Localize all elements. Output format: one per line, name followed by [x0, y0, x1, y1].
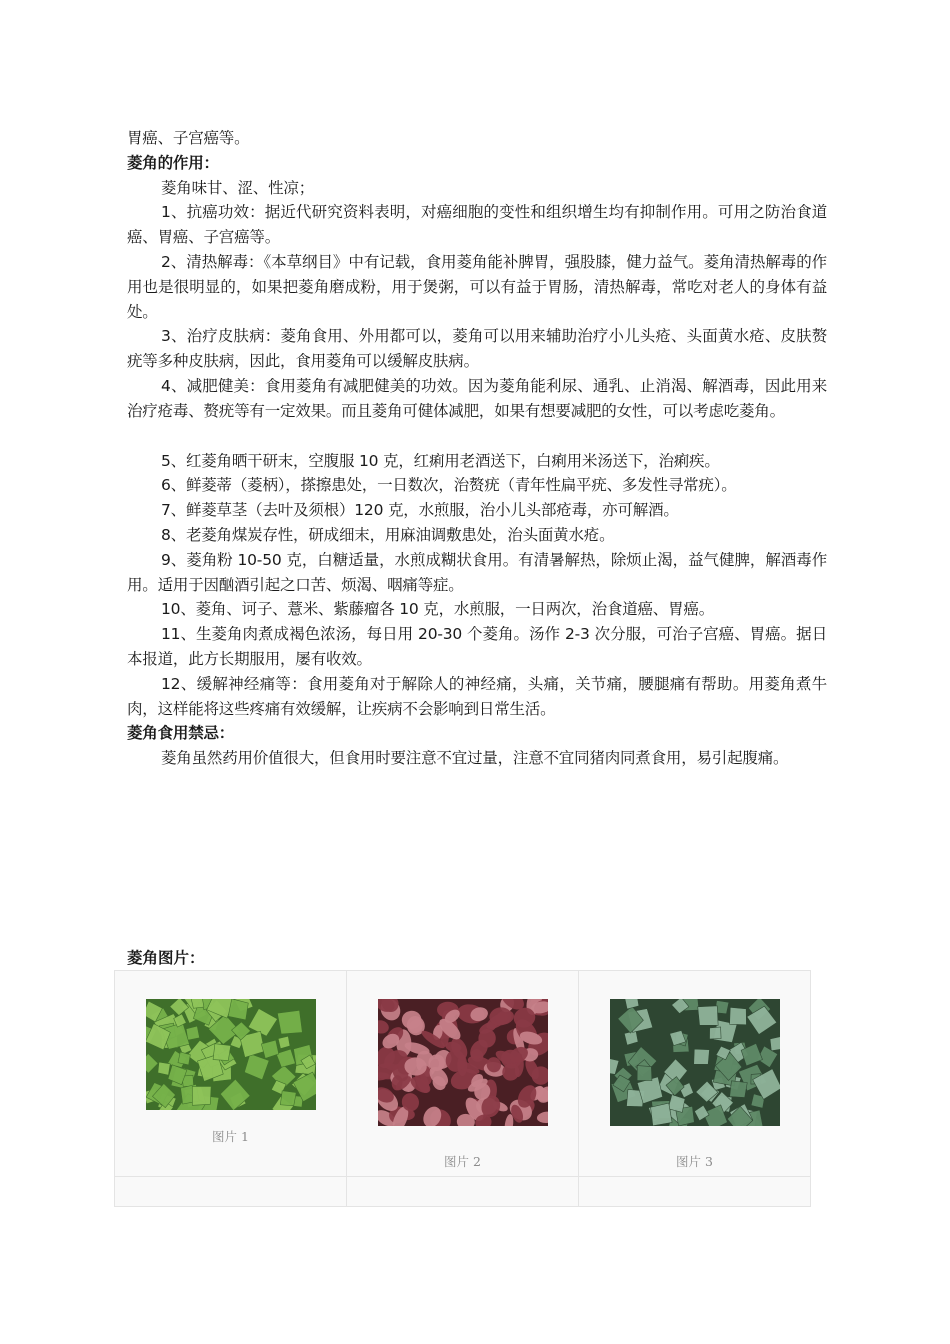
image-gallery	[114, 970, 811, 1207]
paragraph: 12、缓解神经痛等：食用菱角对于解除人的神经痛，头痛，关节痛，腰腿痛有帮助。用菱角煮牛肉，这样能将这些疼痛有效缓解，让疾病不会影响到日常生活。	[127, 674, 827, 718]
image-caption: 图片 3	[676, 1154, 713, 1169]
paragraph: 6、鲜菱蒂（菱柄），搽擦患处，一日数次，治赘疣（青年性扁平疣、多发性寻常疣）。	[161, 476, 737, 495]
gallery-empty-cell	[579, 1177, 811, 1207]
paragraph: 1、抗癌功效：据近代研究资料表明，对癌细胞的变性和组织增生均有抑制作用。可用之防治食道癌、胃癌、子宫癌等。	[127, 203, 827, 247]
leaf-photo-2[interactable]	[610, 999, 780, 1126]
gallery-cell-1	[115, 971, 347, 1177]
section-heading: 菱角食用禁忌：	[127, 724, 235, 743]
image-caption: 图片 1	[212, 1129, 249, 1144]
paragraph: 7、鲜菱草茎（去叶及须根）120 克，水煎服，治小儿头部疮毒，亦可解酒。	[161, 501, 679, 520]
image-caption: 图片 2	[444, 1154, 481, 1169]
gallery-cell-2	[347, 971, 579, 1177]
paragraph: 8、老菱角煤炭存性，研成细末，用麻油调敷患处，治头面黄水疮。	[161, 525, 615, 544]
water-chestnut-photo[interactable]	[378, 999, 548, 1126]
paragraph: 11、生菱角肉煮成褐色浓汤，每日用 20-30 个菱角。汤作 2-3 次分服，可治子宫癌、胃癌。据日本报道，此方长期服用，屡有收效。	[127, 625, 827, 668]
paragraph: 菱角味甘、涩、性凉；	[161, 178, 315, 197]
paragraph: 4、减肥健美：食用菱角有减肥健美的功效。因为菱角能利尿、通乳、止消渴、解酒毒，因此用来治疗疮毒、赘疣等有一定效果。而且菱角可健体减肥，如果有想要减肥的女性，可以考虑吃菱角。	[127, 376, 827, 420]
paragraph: 2、清热解毒：《本草纲目》中有记载，食用菱角能补脾胃，强股膝，健力益气。菱角清热解毒的作用也是很明显的，如果把菱角磨成粉，用于煲粥，可以有益于胃肠，清热解毒，常吃对老人的身体有益处。	[127, 252, 827, 321]
paragraph: 10、菱角、诃子、薏米、紫藤瘤各 10 克，水煎服，一日两次，治食道癌、胃癌。	[161, 600, 715, 619]
paragraph: 9、菱角粉 10-50 克，白糖适量，水煎成糊状食用。有清暑解热，除烦止渴，益气健脾，解酒毒作用。适用于因酗酒引起之口苦、烦渴、咽痛等症。	[127, 550, 827, 594]
paragraph: 菱角虽然药用价值很大，但食用时要注意不宜过量，注意不宜同猪肉同煮食用，易引起腹痛。	[161, 749, 789, 768]
blank-line	[127, 424, 827, 449]
paragraph: 胃癌、子宫癌等。	[127, 129, 250, 147]
gallery-heading: 菱角图片：	[127, 949, 205, 967]
section-heading: 菱角的作用：	[127, 153, 219, 172]
paragraph: 3、治疗皮肤病：菱角食用、外用都可以，菱角可以用来辅助治疗小儿头疮、头面黄水疮、皮肤赘疣等多种皮肤病，因此，食用菱角可以缓解皮肤病。	[127, 327, 827, 371]
gallery-cell-3	[579, 971, 811, 1177]
gallery-empty-cell	[347, 1177, 579, 1207]
article-body	[127, 126, 827, 771]
gallery-empty-cell	[115, 1177, 347, 1207]
leaf-photo-1[interactable]	[146, 999, 316, 1110]
paragraph: 5、红菱角晒干研末，空腹服 10 克，红痢用老酒送下，白痢用米汤送下，治痢疾。	[161, 451, 720, 470]
